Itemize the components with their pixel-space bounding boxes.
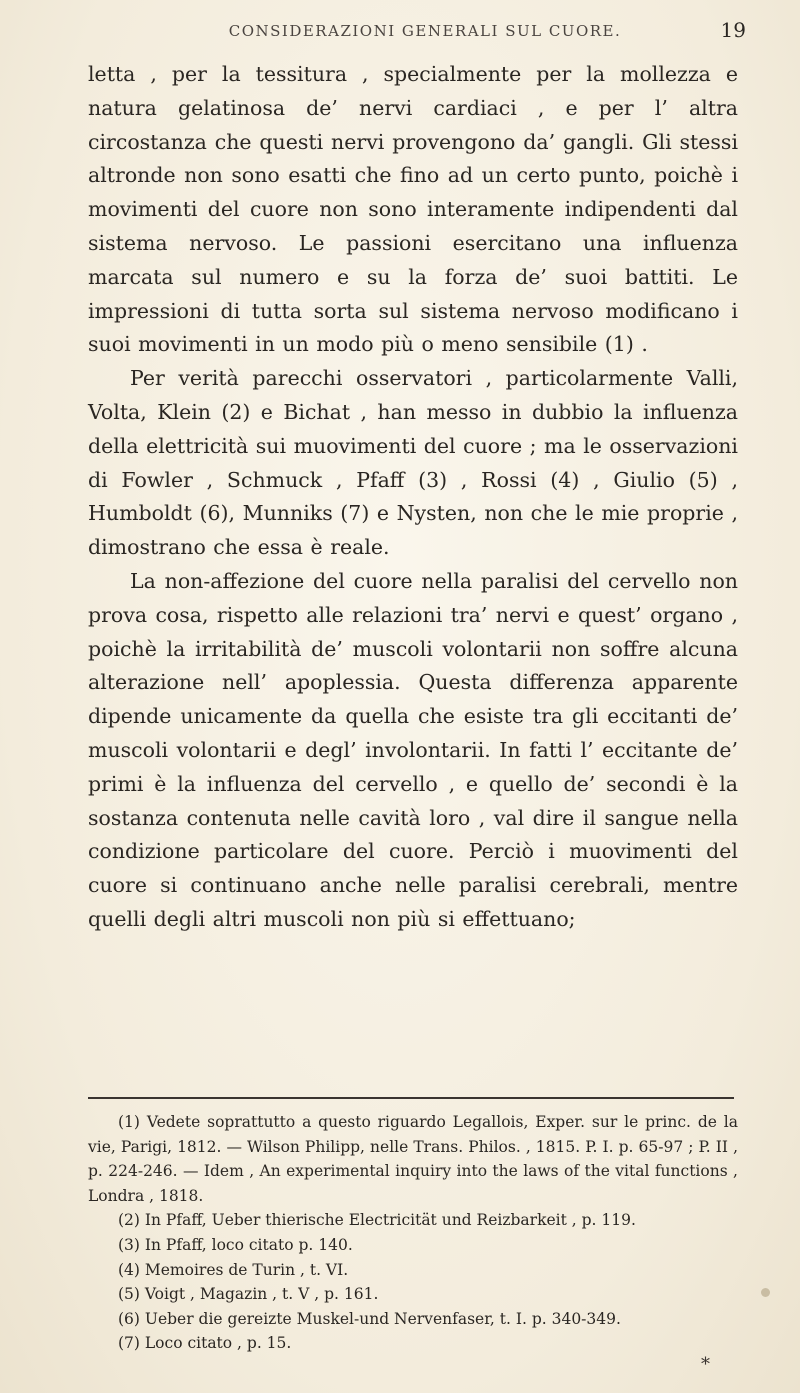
running-head: CONSIDERAZIONI GENERALI SUL CUORE. xyxy=(228,22,622,40)
footnote-rule xyxy=(88,1097,734,1099)
main-text xyxy=(88,58,738,937)
paper-stain xyxy=(761,1288,770,1297)
paragraph-3: La non-affezione del cuore nella paralisi del cervello non prova cosa, rispetto alle relazioni tra’ nervi e quest’ organo , poichè la irritabilità de’ muscoli volontarii non soffre alcuna alterazione nell’ apoplessia. Questa differenza apparente dipende unicamente da quella che esiste tra gli eccitanti de’ muscoli volontarii e degl’ involontarii. In fatti l’ eccitante de’ primi è la influenza del cervello , e quello de’ secondi è la sostanza contenuta nelle cavità loro , val dire il sangue nella condizione particolare del cuore. Perciò i muovimenti del cuore si continuano anche nelle paralisi cerebrali, mentre quelli degli altri muscoli non più si effettuano; xyxy=(88,568,738,931)
page-number: 19 xyxy=(720,18,746,42)
paragraph-1: letta , per la tessitura , specialmente per la mollezza e natura gelatinosa de’ nervi cardiaci , e per l’ altra circostanza che questi nervi provengono da’ gangli. Gli stessi altronde non sono esatti che fino ad un certo punto, poichè i movimenti del cuore non sono interamente indipendenti dal sistema nervoso. Le passioni esercitano una influenza marcata sul numero e su la forza de’ suoi battiti. Le impressioni di tutta sorta sul sistema nervoso modificano i suoi movimenti in un modo più o meno sensibile (1) . xyxy=(88,62,738,357)
footnote-7: (7) Loco citato , p. 15. xyxy=(118,1334,292,1353)
footnotes xyxy=(88,1110,738,1356)
footnote-5: (5) Voigt , Magazin , t. V , p. 161. xyxy=(118,1285,379,1304)
footnote-4: (4) Memoires de Turin , t. VI. xyxy=(118,1260,349,1279)
signature-mark: * xyxy=(701,1354,710,1375)
footnote-2: (2) In Pfaff, Ueber thierische Electricität und Reizbarkeit , p. 119. xyxy=(118,1211,636,1230)
footnote-3: (3) In Pfaff, loco citato p. 140. xyxy=(118,1235,353,1254)
page-header xyxy=(90,18,760,52)
paragraph-2: Per verità parecchi osservatori , particolarmente Valli, Volta, Klein (2) e Bichat , han messo in dubbio la influenza della elettricità sui muovimenti del cuore ; ma le osservazioni di Fowler , Schmuck , Pfaff (3) , Rossi (4) , Giulio (5) , Humboldt (6), Munniks (7) e Nysten, non che le mie proprie , dimostrano che essa è reale. xyxy=(88,366,738,560)
footnote-1: (1) Vedete soprattutto a questo riguardo Legallois, Exper. sur le princ. de la vie, Parigi, 1812. — Wilson Philipp, nelle Trans. Philos. , 1815. P. I. p. 65-97 ; P. II , p. 224-246. — Idem , An experimental inquiry into the laws of the vital functions , Londra , 1818. xyxy=(88,1113,738,1205)
footnote-6: (6) Ueber die gereizte Muskel-und Nervenfaser, t. I. p. 340-349. xyxy=(118,1309,621,1328)
